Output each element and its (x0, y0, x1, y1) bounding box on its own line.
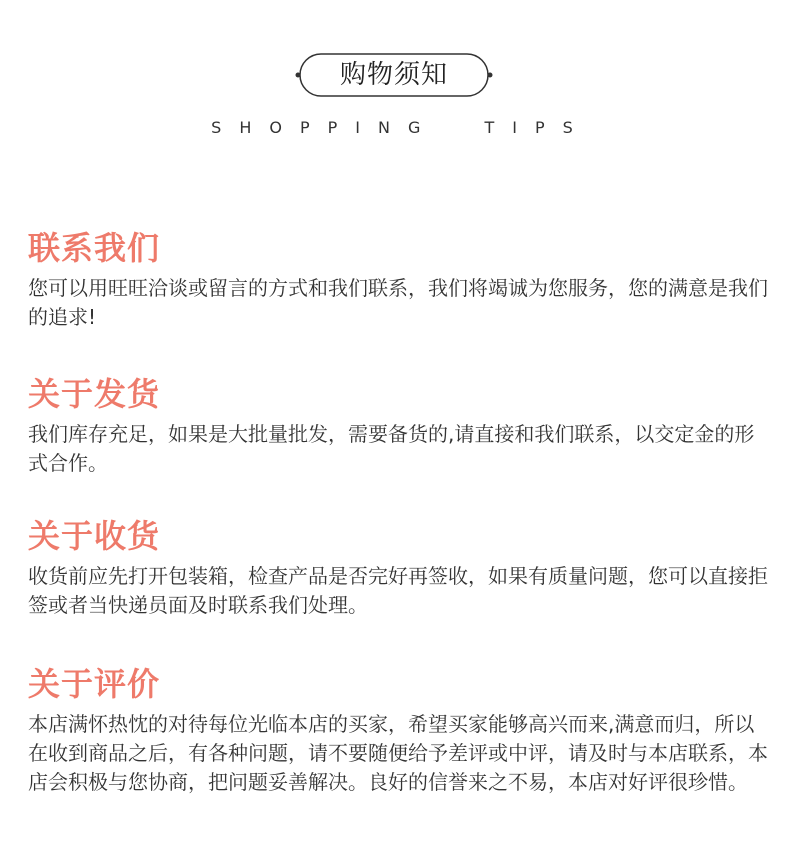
page-subtitle: SHOPPING TIPS (211, 118, 591, 137)
page-title: 购物须知 (339, 60, 448, 90)
section-title: 关于发货 (28, 375, 161, 413)
section-title: 关于评价 (28, 665, 161, 703)
section-receiving (28, 516, 768, 620)
section-title: 关于收货 (28, 517, 161, 555)
section-body: 收货前应先打开包装箱，检查产品是否完好再签收，如果有质量问题，您可以直接拒签或者当快递员面及时联系我们处理。 (28, 564, 768, 617)
section-body: 您可以用旺旺洽谈或留言的方式和我们联系，我们将竭诚为您服务，您的满意是我们的追求! (28, 276, 768, 329)
title-badge (294, 52, 494, 98)
section-body: 我们库存充足，如果是大批量批发，需要备货的,请直接和我们联系，以交定金的形式合作。 (28, 422, 755, 475)
section-reviews (28, 664, 768, 797)
section-body: 本店满怀热忱的对待每位光临本店的买家，希望买家能够高兴而来,满意而归，所以在收到商品之后，有各种问题，请不要随便给予差评或中评，请及时与本店联系，本店会积极与您协商，把问题妥善解决。良好的信誉来之不易，本店对好评很珍惜。 (28, 712, 768, 794)
section-title: 联系我们 (28, 229, 161, 267)
section-contact (28, 228, 768, 332)
section-shipping (28, 374, 768, 478)
page-header (0, 48, 790, 148)
